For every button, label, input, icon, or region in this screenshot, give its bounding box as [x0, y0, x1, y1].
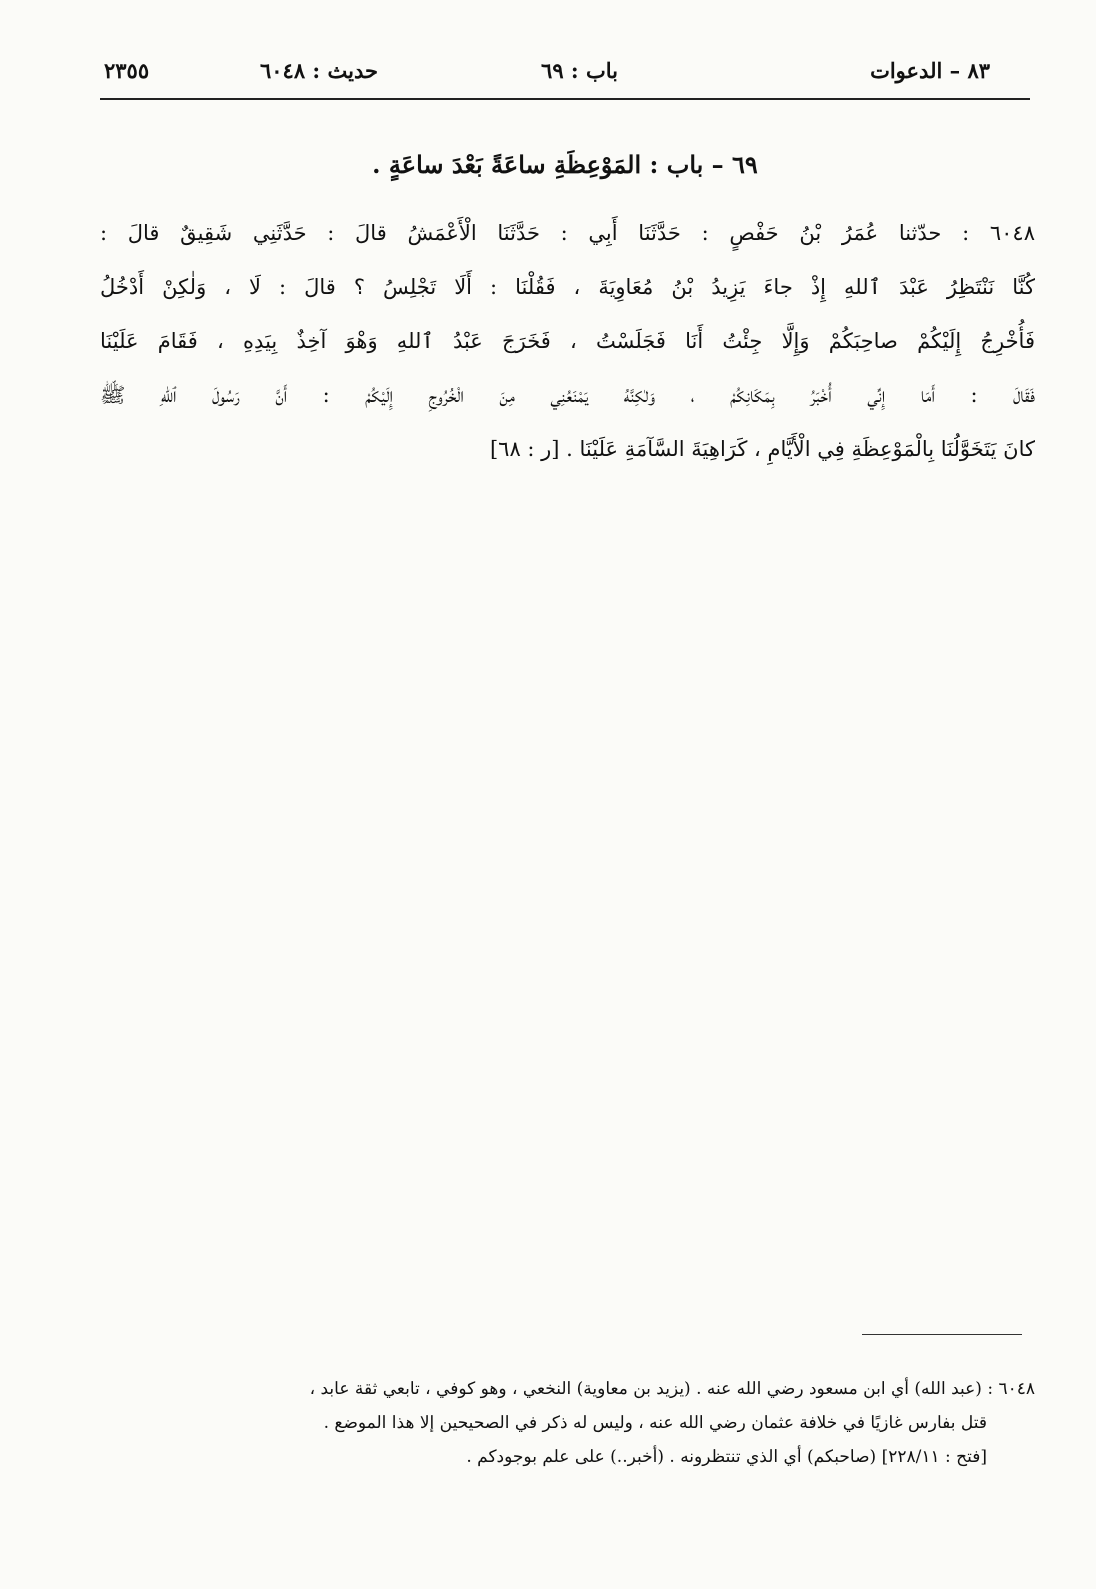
- footnote: [100, 1372, 1035, 1474]
- chapter-title: ٦٩ – باب : المَوْعِظَةِ ساعَةً بَعْدَ ساعَةٍ .: [372, 150, 758, 179]
- header-bab: باب : ٦٩: [541, 58, 618, 83]
- header-chapter: ٨٣ – الدعوات: [870, 58, 990, 83]
- footnote-divider: [862, 1334, 1022, 1335]
- footnote-line: قتل بفارس غازيًا في خلافة عثمان رضي الله عنه ، وليس له ذكر في الصحيحين إلا هذا الموضع .: [323, 1413, 987, 1433]
- body-line: ٦٠٤٨ : حدّثنا عُمَرُ بْنُ حَفْصٍ : حَدَّثَنَا أَبِي : حَدَّثَنَا الْأَعْمَشُ قالَ : حَدَّثَنِي شَقِيقٌ قالَ :: [100, 221, 1035, 245]
- running-header: [100, 52, 1030, 92]
- body-line: فَأُخْرِجُ إِلَيْكُمْ صاحِبَكُمْ وَإِلَّا جِئْتُ أَنَا فَجَلَسْتُ ، فَخَرَجَ عَبْدُ ٱللهِ وَهْوَ آخِذٌ بِيَدِهِ ، فَقَامَ عَلَيْنَا: [100, 329, 1035, 353]
- body-line: كانَ يَتَخَوَّلُنَا بِالْمَوْعِظَةِ فِي الْأَيَّامِ ، كَرَاهِيَةَ السَّآمَةِ عَلَيْنَا . [ر : ٦٨]: [489, 437, 1035, 461]
- footnote-line: ٦٠٤٨ : (عبد الله) أي ابن مسعود رضي الله عنه . (يزيد بن معاوية) النخعي ، وهو كوفي ، تابعي ثقة عابد ،: [309, 1379, 1035, 1399]
- body-line: كُنَّا نَنْتَظِرُ عَبْدَ ٱللهِ إِذْ جاءَ يَزِيدُ بْنُ مُعَاوِيَةَ ، فَقُلْنَا : أَلَا تَجْلِسُ ؟ قالَ : لَا ، وَلٰكِنْ أَدْخُلُ: [100, 275, 1035, 299]
- body-line: فَقَالَ : أَمَا إِنِّي أُخْبَرُ بِمَكَانِكُمْ ، وَلٰكِنَّهُ يَمْنَعُنِي مِنَ الْخُرُوجِ إِلَيْكُمْ : أَنَّ رَسُولَ ٱللهِ ﷺ: [100, 383, 1035, 407]
- footnote-line: [فتح : ٢٢٨/١١] (صاحبكم) أي الذي تنتظرونه . (أخبر..) على علم بوجودكم .: [466, 1447, 987, 1467]
- header-divider: [100, 98, 1030, 100]
- header-hadith-number: حديث : ٦٠٤٨: [260, 58, 378, 83]
- hadith-body: [100, 206, 1035, 476]
- page-number: ٢٣٥٥: [104, 58, 150, 83]
